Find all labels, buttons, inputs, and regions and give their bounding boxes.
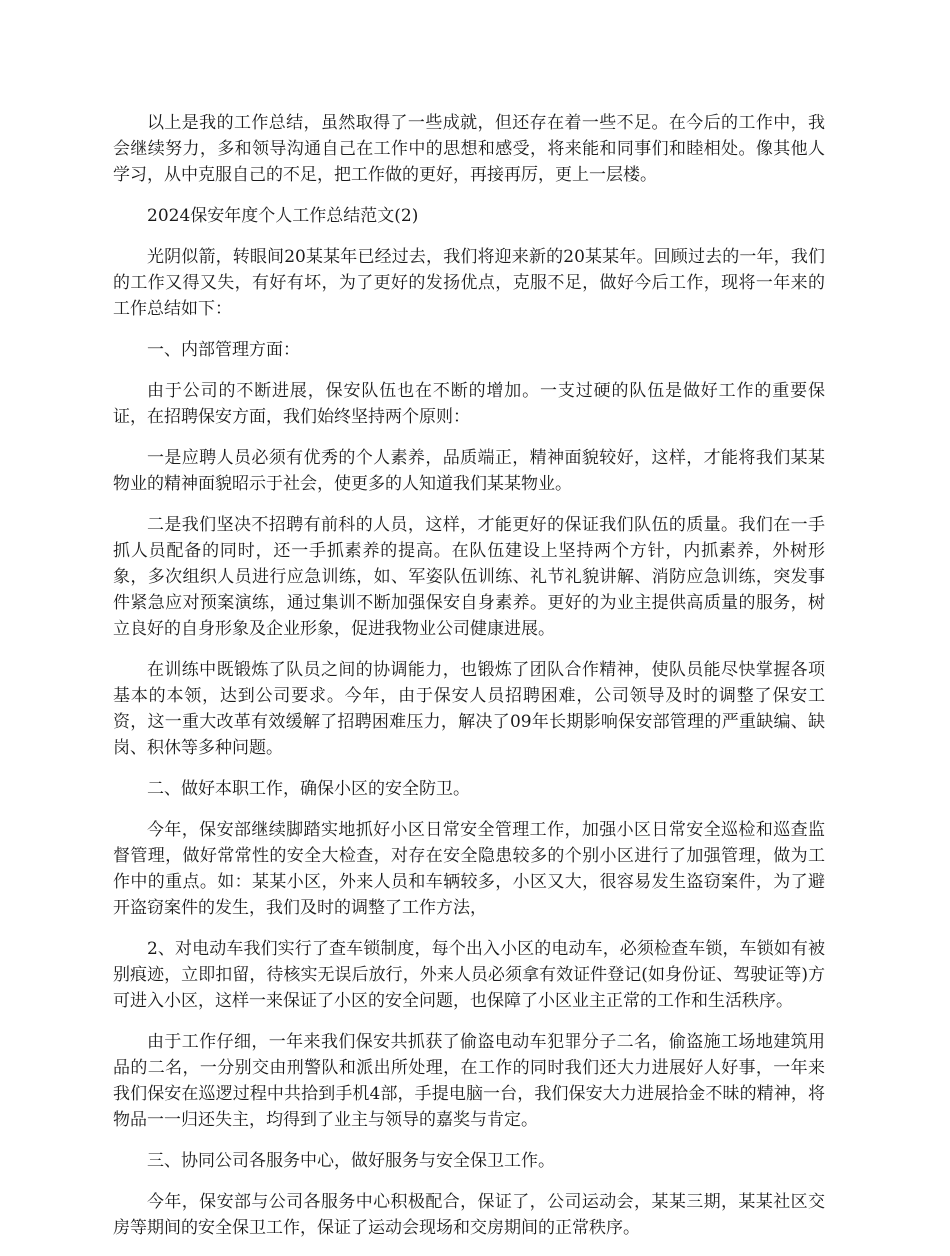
heading-internal-management: 一、内部管理方面： bbox=[147, 340, 300, 360]
paragraph-intro: 光阴似箭，转眼间20某某年已经过去，我们将迎来新的20某某年。回顾过去的一年，我们的工作又得又失，有好有坏，为了更好的发扬优点，克服不足，做好今后工作，现将一年来的工作总结如下： bbox=[113, 247, 825, 319]
heading-community-security: 二、做好本职工作，确保小区的安全防卫。 bbox=[147, 779, 470, 799]
paragraph-principle-two: 二是我们坚决不招聘有前科的人员，这样，才能更好的保证我们队伍的质量。我们在一手抓人员配备的同时，还一手抓素养的提高。在队伍建设上坚持两个方针，内抓素养，外树形象，多次组织人员进行应急训练，如、军姿队伍训练、礼节礼貌讲解、消防应急训练，突发事件紧急应对预案演练，通过集训不断加强保安自身素养。更好的为业主提供高质量的服务，树立良好的自身形象及企业形象，促进我物业公司健康进展。 bbox=[113, 515, 825, 639]
paragraph-recruitment: 由于公司的不断进展，保安队伍也在不断的增加。一支过硬的队伍是做好工作的重要保证，在招聘保安方面，我们始终坚持两个原则： bbox=[113, 381, 825, 427]
heading-service-coordination: 三、协同公司各服务中心，做好服务与安全保卫工作。 bbox=[147, 1151, 555, 1171]
paragraph-event-security: 今年，保安部与公司各服务中心积极配合，保证了，公司运动会，某某三期，某某社区交房等期间的安全保卫工作，保证了运动会现场和交房期间的正常秩序。 bbox=[113, 1192, 825, 1238]
paragraph-summary-closing: 以上是我的工作总结，虽然取得了一些成就，但还存在着一些不足。在今后的工作中，我会继续努力，多和领导沟通自己在工作中的思想和感受，将来能和同事们和睦相处。像其他人学习，从中克服自己的不足，把工作做的更好，再接再厉，更上一层楼。 bbox=[113, 113, 825, 185]
paragraph-achievements: 由于工作仔细，一年来我们保安共抓获了偷盗电动车犯罪分子二名，偷盗施工场地建筑用品的二名，一分别交由刑警队和派出所处理，在工作的同时我们还大力进展好人好事，一年来我们保安在巡逻过程中共拾到手机4部，手提电脑一台，我们保安大力进展拾金不昧的精神，将物品一一归还失主，均得到了业主与领导的嘉奖与肯定。 bbox=[113, 1032, 825, 1130]
paragraph-daily-management: 今年，保安部继续脚踏实地抓好小区日常安全管理工作，加强小区日常安全巡检和巡查监督管理，做好常常性的安全大检查，对存在安全隐患较多的个别小区进行了加强管理，做为工作中的重点。如：某某小区，外来人员和车辆较多，小区又大，很容易发生盗窃案件，为了避开盗窃案件的发生，我们及时的调整了工作方法， bbox=[113, 820, 825, 918]
paragraph-principle-one: 一是应聘人员必须有优秀的个人素养，品质端正，精神面貌较好，这样，才能将我们某某物业的精神面貌昭示于社会，使更多的人知道我们某某物业。 bbox=[113, 448, 825, 494]
paragraph-ebike-lock-check: 2、对电动车我们实行了查车锁制度，每个出入小区的电动车，必须检查车锁，车锁如有被别痕迹，立即扣留，待核实无误后放行，外来人员必须拿有效证件登记(如身份证、驾驶证等)方可进入小区，这样一来保证了小区的安全问题，也保障了小区业主正常的工作和生活秩序。 bbox=[113, 939, 825, 1011]
section-title: 2024保安年度个人工作总结范文(2) bbox=[147, 206, 419, 226]
paragraph-training: 在训练中既锻炼了队员之间的协调能力，也锻炼了团队合作精神，使队员能尽快掌握各项基本的本领，达到公司要求。今年，由于保安人员招聘困难，公司领导及时的调整了保安工资，这一重大改革有效缓解了招聘困难压力，解决了09年长期影响保安部管理的严重缺编、缺岗、积休等多种问题。 bbox=[113, 660, 825, 758]
document-body bbox=[113, 110, 825, 1256]
